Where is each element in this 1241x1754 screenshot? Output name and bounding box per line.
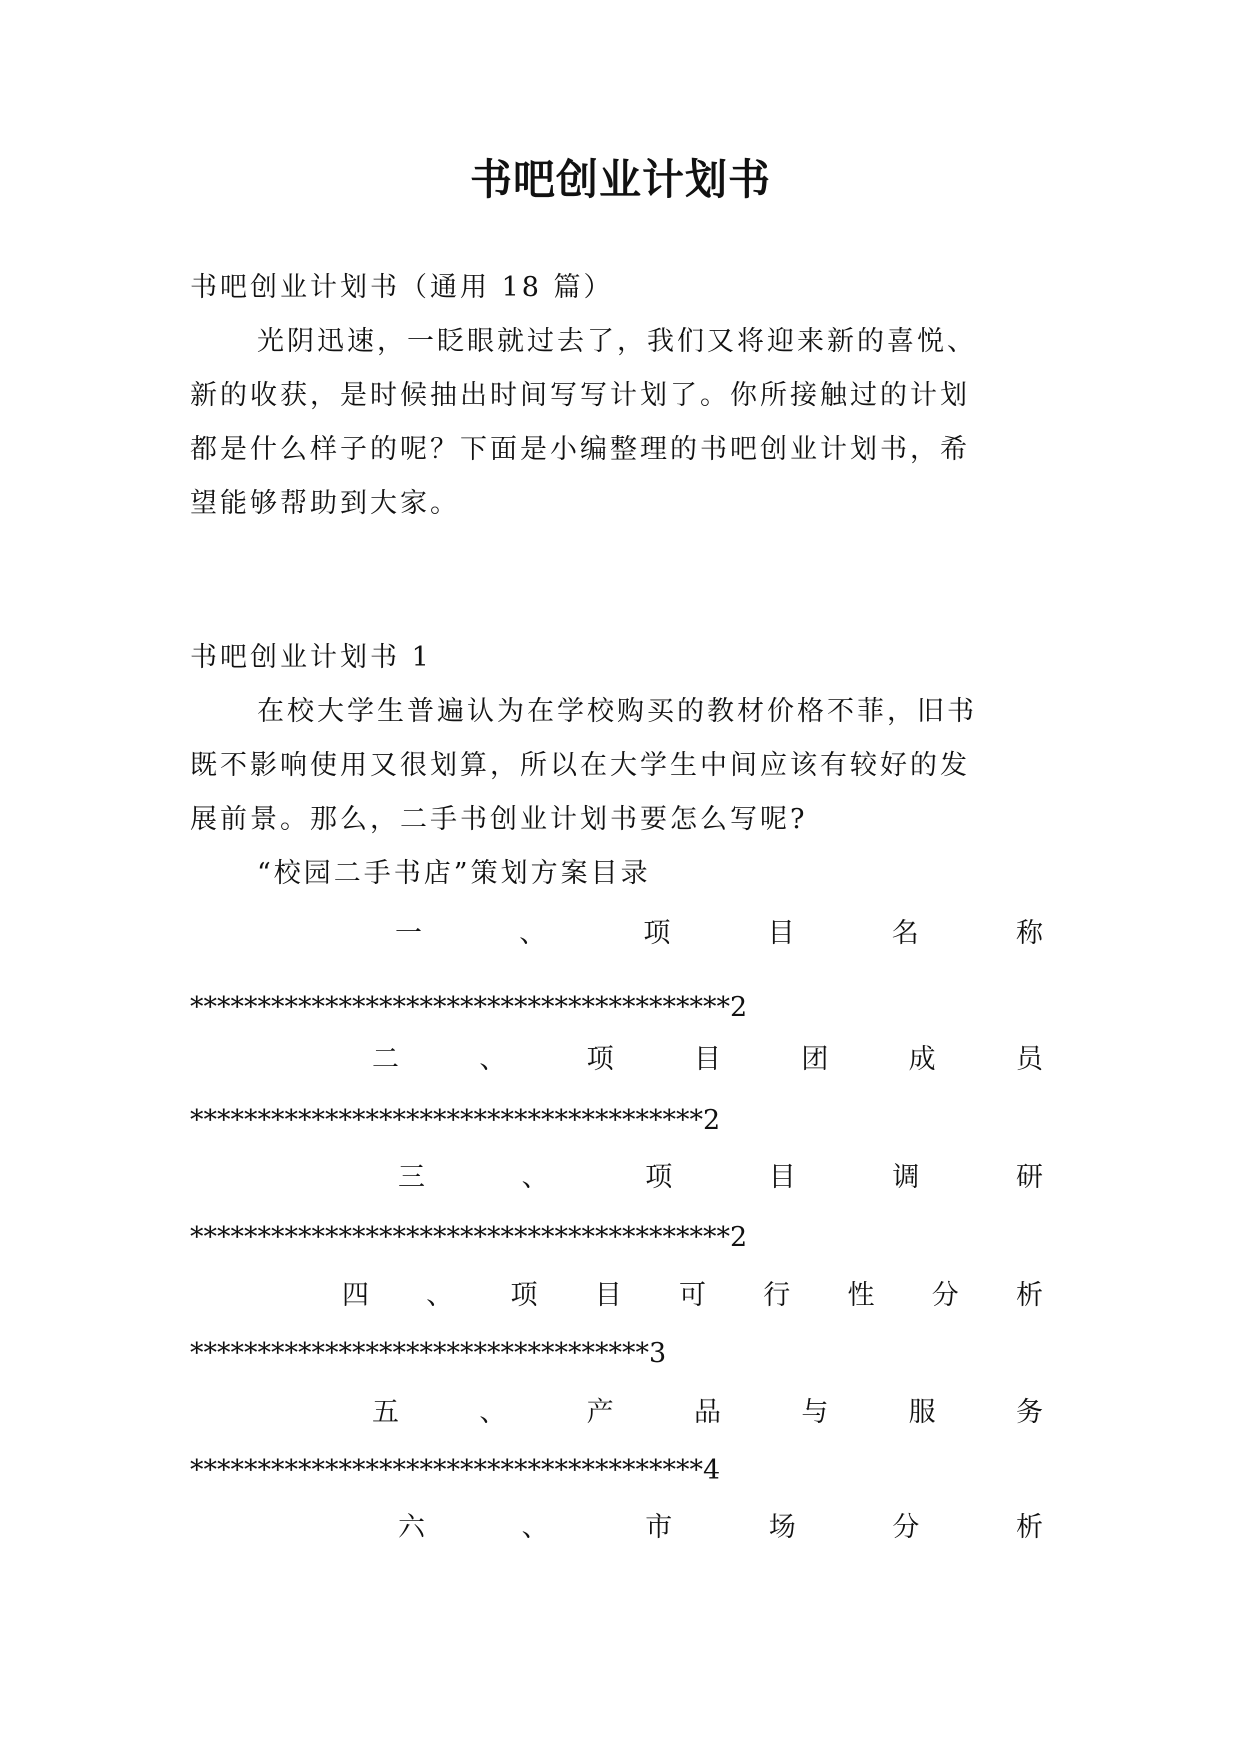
section-line-3: 展前景。那么，二手书创业计划书要怎么写呢? [190,804,808,835]
toc-char: 、 [479,1044,507,1075]
toc-char: 分 [892,1512,920,1543]
section-heading: 书吧创业计划书 1 [190,642,432,673]
toc-char: 研 [1015,1162,1043,1193]
toc-entry-5 [372,1393,1043,1433]
toc-leader-2: **************************************2 [190,1105,721,1136]
toc-heading: “校园二手书店”策划方案目录 [257,858,651,889]
toc-char: 市 [645,1512,673,1543]
toc-char: 目 [768,1162,796,1193]
toc-char: 调 [892,1162,920,1193]
toc-char: 场 [768,1512,796,1543]
toc-char: 名 [891,918,919,949]
toc-leader-1: ****************************************2 [190,992,748,1023]
section-line-1: 在校大学生普遍认为在学校购买的教材价格不菲，旧书 [257,696,977,727]
toc-char: 性 [847,1280,875,1311]
toc-char: 、 [521,1162,549,1193]
toc-char: 与 [801,1397,829,1428]
toc-char: 目 [594,1280,622,1311]
toc-entry-2 [372,1040,1043,1080]
toc-char: 品 [693,1397,721,1428]
toc-char: 四 [342,1280,369,1311]
toc-char: 员 [1015,1044,1043,1075]
toc-leader-5: **************************************4 [190,1455,721,1486]
toc-char: 项 [645,1162,673,1193]
intro-line-3: 都是什么样子的呢？下面是小编整理的书吧创业计划书，希 [190,434,970,465]
toc-char: 成 [908,1044,936,1075]
toc-char: 五 [372,1397,399,1428]
toc-char: 三 [398,1162,425,1193]
toc-char: 分 [931,1280,959,1311]
toc-char: 称 [1015,918,1043,949]
intro-line-1: 光阴迅速，一眨眼就过去了，我们又将迎来新的喜悦、 [257,326,977,357]
toc-char: 行 [763,1280,791,1311]
toc-char: 析 [1015,1512,1043,1543]
toc-char: 团 [801,1044,829,1075]
toc-char: 、 [479,1397,507,1428]
toc-entry-4 [342,1276,1043,1316]
toc-entry-6 [398,1508,1043,1548]
toc-char: 一 [395,918,422,949]
toc-char: 目 [693,1044,721,1075]
toc-char: 务 [1015,1397,1043,1428]
toc-char: 析 [1016,1280,1043,1311]
intro-line-2: 新的收获，是时候抽出时间写写计划了。你所接触过的计划 [190,380,970,411]
toc-char: 目 [767,918,795,949]
toc-char: 项 [510,1280,538,1311]
toc-leader-3: ****************************************2 [190,1222,748,1253]
document-subtitle: 书吧创业计划书（通用 18 篇） [190,272,614,303]
toc-char: 二 [372,1044,399,1075]
section-line-2: 既不影响使用又很划算，所以在大学生中间应该有较好的发 [190,750,970,781]
toc-char: 项 [643,918,671,949]
toc-char: 六 [398,1512,425,1543]
toc-char: 项 [586,1044,614,1075]
toc-char: 产 [586,1397,614,1428]
toc-entry-1 [395,914,1043,954]
toc-leader-4: **********************************3 [190,1338,667,1369]
toc-char: 可 [679,1280,706,1311]
toc-char: 、 [519,918,547,949]
toc-char: 、 [426,1280,454,1311]
toc-entry-3 [398,1158,1043,1198]
page-title: 书吧创业计划书 [469,155,771,204]
toc-char: 、 [521,1512,549,1543]
intro-line-4: 望能够帮助到大家。 [190,488,460,519]
toc-char: 服 [908,1397,936,1428]
